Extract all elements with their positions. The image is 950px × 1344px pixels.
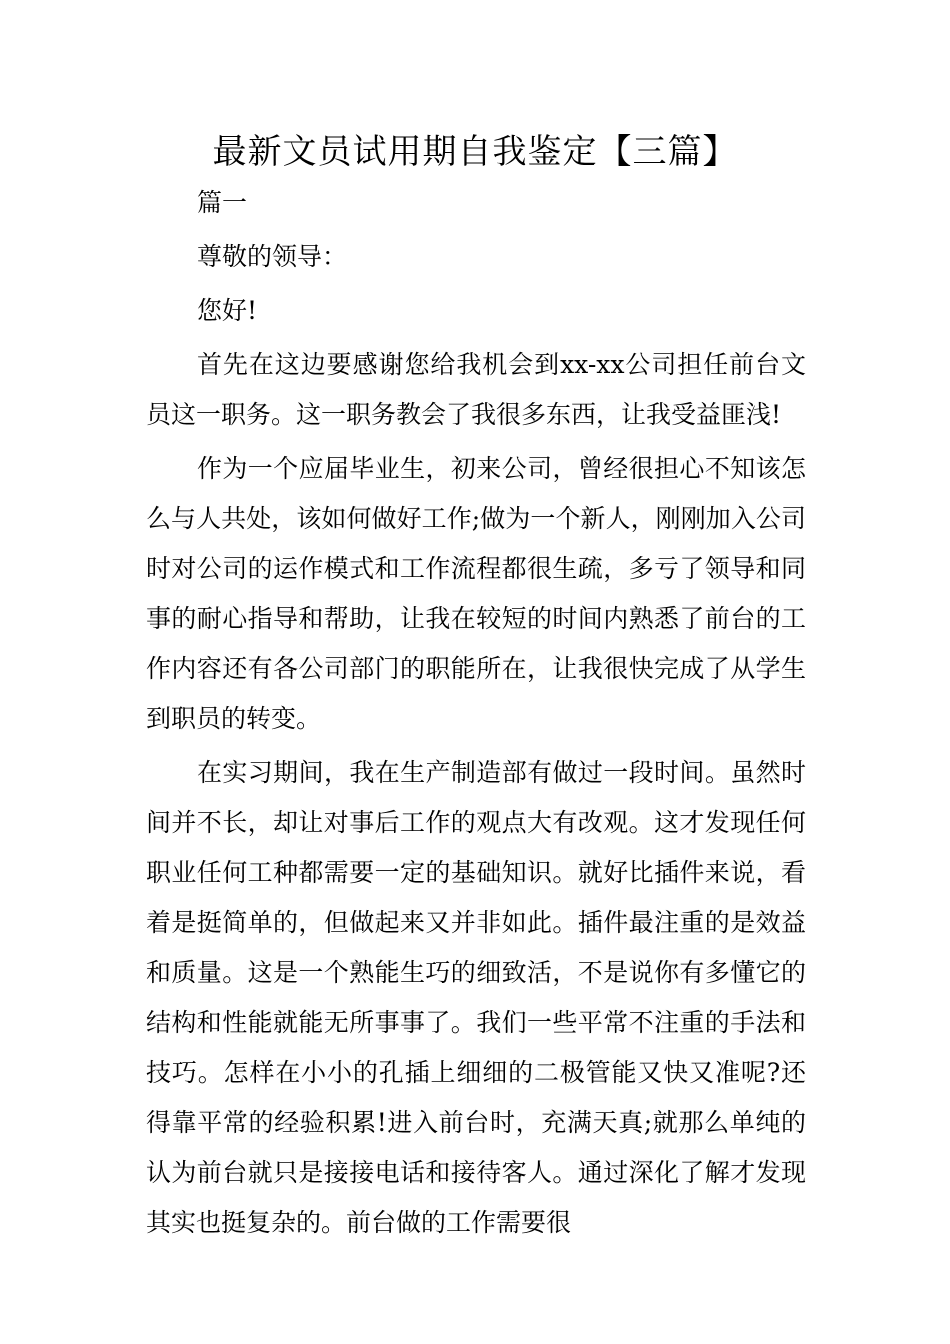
document-title: 最新文员试用期自我鉴定【三篇】 — [212, 132, 738, 172]
paragraph-1: 首先在这边要感谢您给我机会到xx-xx公司担任前台文员这一职务。这一职务教会了我很多东西，让我受益匪浅! — [146, 350, 806, 429]
salutation: 尊敬的领导： — [197, 242, 348, 271]
greeting: 您好! — [197, 296, 258, 325]
document-body — [146, 178, 806, 1252]
paragraph-3: 在实习期间，我在生产制造部有做过一段时间。虽然时间并不长，却让对事后工作的观点大有改观。这才发现任何职业任何工种都需要一定的基础知识。就好比插件来说，看着是挺简单的，但做起来又并非如此。插件最注重的是效益和质量。这是一个熟能生巧的细致活，不是说你有多懂它的结构和性能就能无所事事了。我们一些平常不注重的手法和技巧。怎样在小小的孔插上细细的二极管能又快又准呢?还得靠平常的经验积累!进入前台时，充满天真;就那么单纯的认为前台就只是接接电话和接待客人。通过深化了解才发现其实也挺复杂的。前台做的工作需要很 — [146, 758, 806, 1237]
section-label: 篇一 — [197, 188, 248, 217]
paragraph-2: 作为一个应届毕业生，初来公司，曾经很担心不知该怎么与人共处，该如何做好工作;做为一个新人，刚刚加入公司时对公司的运作模式和工作流程都很生疏，多亏了领导和同事的耐心指导和帮助，让我在较短的时间内熟悉了前台的工作内容还有各公司部门的职能所在，让我很快完成了从学生到职员的转变。 — [146, 454, 806, 733]
